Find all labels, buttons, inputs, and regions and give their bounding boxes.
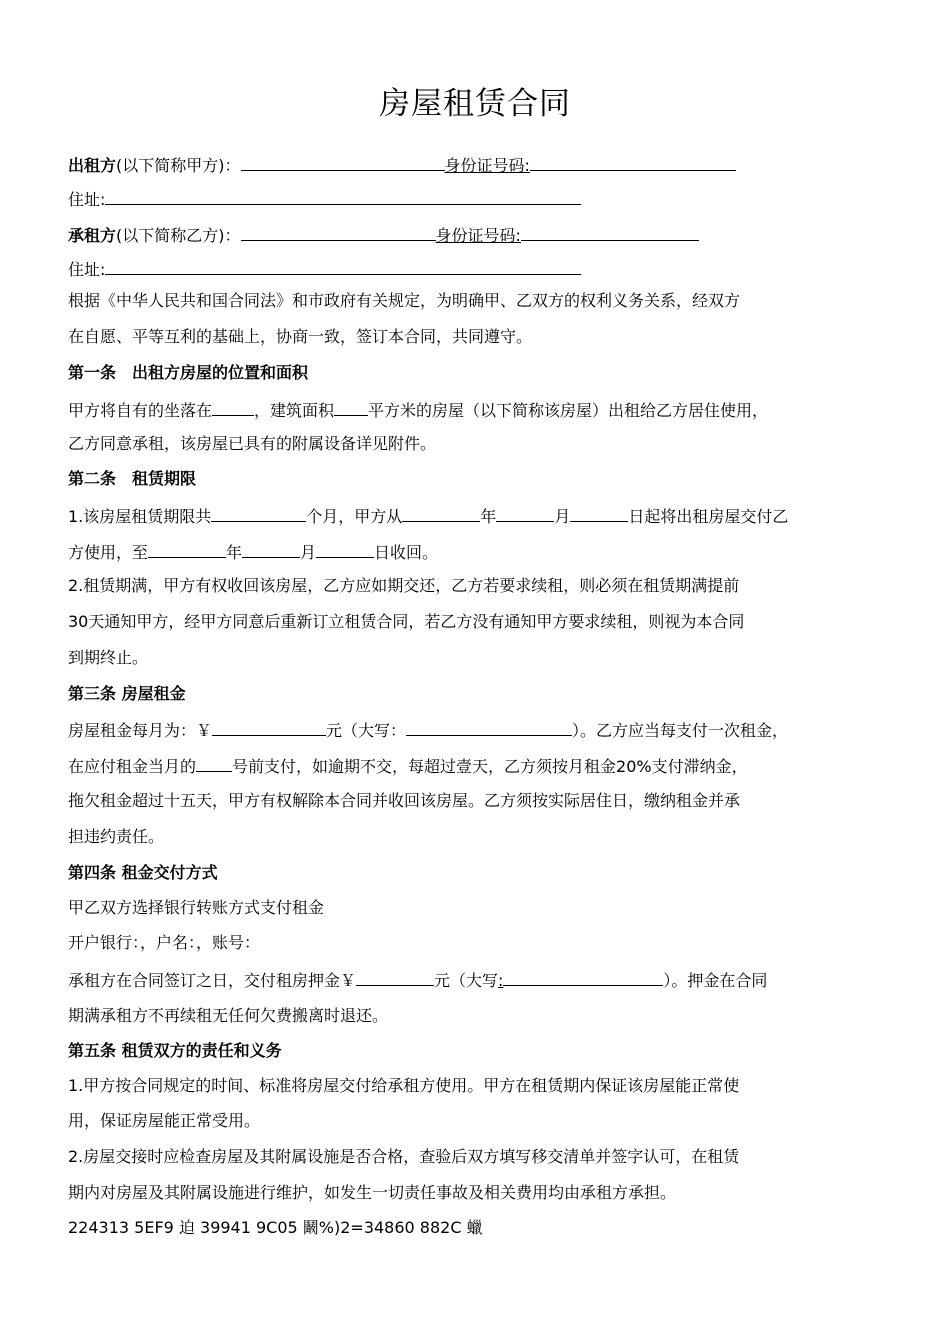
- lessee-line: [68, 222, 699, 247]
- payment-day-blank[interactable]: [196, 753, 232, 772]
- art2-text-a: 1.该房屋租赁期限共: [68, 507, 212, 526]
- footer-code: 224313 5EF9 迫 39941 9C05 鬫%)2=34860 882C 蠟: [68, 1218, 483, 1237]
- lessee-address-label: 住址:: [68, 260, 106, 279]
- lessor-name-blank[interactable]: [241, 152, 445, 171]
- article-2-para2-line-1: 2.租赁期满，甲方有权收回该房屋，乙方应如期交还，乙方若要求续租，则必须在租赁期满提前: [68, 576, 740, 595]
- art3-text-e: 号前支付，如逾期不交，每超过壹天，乙方须按月租金20%支付滞纳金，: [232, 757, 748, 776]
- lessee-label-rest: (以下简称乙方)：: [116, 226, 241, 245]
- art3-text-d: 在应付租金当月的: [68, 757, 197, 776]
- start-year-blank[interactable]: [402, 503, 480, 522]
- deposit-in-words-blank[interactable]: [503, 967, 663, 986]
- art3-text-b: 元（大写：: [326, 721, 407, 740]
- year-label-2: 年: [226, 543, 243, 562]
- art4-text-c: ）。押金在合同: [663, 971, 768, 990]
- lessee-address-line: [68, 256, 581, 281]
- lessor-address-label: 住址:: [68, 190, 106, 209]
- article-3-line-2: [68, 753, 748, 778]
- article-2-line-1: [68, 503, 788, 528]
- article-5-para2-line-2: 期内对房屋及其附属设施进行维护，如发生一切责任事故及相关费用均由承租方承担。: [68, 1183, 677, 1202]
- article-2-para2-line-2: 30天通知甲方，经甲方同意后重新订立租赁合同，若乙方没有通知甲方要求续租，则视为本合同: [68, 612, 745, 631]
- lessor-address-blank[interactable]: [105, 186, 581, 205]
- end-year-blank[interactable]: [148, 539, 226, 558]
- article-4-line-3: [68, 967, 767, 992]
- art2-text-d: 方使用，至: [68, 543, 149, 562]
- article-5-para2-line-1: 2.房屋交接时应检查房屋及其附属设施是否合格，查验后双方填写移交清单并签字认可，在租赁: [68, 1147, 740, 1166]
- article-5-heading: 第五条 租赁双方的责任和义务: [68, 1041, 282, 1060]
- art2-text-e: 日收回。: [374, 543, 439, 562]
- deposit-colon: :: [498, 971, 504, 990]
- lessee-address-blank[interactable]: [105, 256, 581, 275]
- art4-text-a: 承租方在合同签订之日，交付租房押金￥: [68, 971, 357, 990]
- lessee-name-blank[interactable]: [241, 222, 436, 241]
- intro-line-1: 根据《中华人民共和国合同法》和市政府有关规定，为明确甲、乙双方的权利义务关系，经双方: [68, 291, 741, 310]
- article-3-line-3: 拖欠租金超过十五天，甲方有权解除本合同并收回该房屋。乙方须按实际居住日，缴纳租金并承: [68, 791, 741, 810]
- lessor-line: [68, 152, 736, 177]
- month-label: 月: [554, 507, 571, 526]
- lessor-label-rest: (以下简称甲方)：: [116, 156, 241, 175]
- art2-text-c: 日起将出租房屋交付乙: [628, 507, 789, 526]
- intro-line-2: 在自愿、平等互利的基础上，协商一致，签订本合同，共同遵守。: [68, 327, 533, 346]
- article-4-line-1: 甲乙双方选择银行转账方式支付租金: [68, 898, 325, 917]
- article-1-line-2: 乙方同意承租，该房屋已具有的附属设备详见附件。: [68, 434, 437, 453]
- article-1-line-1: [68, 397, 768, 422]
- art4-text-b: 元（大写: [434, 971, 499, 990]
- article-5-para1-line-1: 1.甲方按合同规定的时间、标准将房屋交付给承租方使用。甲方在租赁期内保证该房屋能正常使: [68, 1076, 740, 1095]
- months-blank[interactable]: [211, 503, 306, 522]
- lessee-label: 承租方: [68, 226, 117, 245]
- deposit-blank[interactable]: [356, 967, 434, 986]
- monthly-rent-blank[interactable]: [212, 717, 326, 736]
- art1-text-c: 平方米的房屋（以下简称该房屋）出租给乙方居住使用，: [368, 401, 769, 420]
- lessee-id-blank[interactable]: [521, 222, 699, 241]
- article-2-para2-line-3: 到期终止。: [68, 648, 149, 667]
- article-3-line-1: [68, 717, 788, 742]
- art1-text-b: ，建筑面积: [254, 401, 335, 420]
- month-label-2: 月: [300, 543, 317, 562]
- article-3-line-4: 担违约责任。: [68, 827, 165, 846]
- article-4-heading: 第四条 租金交付方式: [68, 863, 218, 882]
- lessor-id-blank[interactable]: [530, 152, 736, 171]
- article-1-heading: 第一条 出租方房屋的位置和面积: [68, 363, 309, 382]
- article-2-heading: 第二条 租赁期限: [68, 469, 197, 488]
- lessor-id-label: 身份证号码: [444, 156, 525, 175]
- art1-text-a: 甲方将自有的坐落在: [68, 401, 213, 420]
- lessee-id-label: 身份证号码: [435, 226, 516, 245]
- start-day-blank[interactable]: [570, 503, 628, 522]
- article-2-line-2: [68, 539, 438, 564]
- end-month-blank[interactable]: [242, 539, 300, 558]
- art3-text-a: 房屋租金每月为：￥: [68, 721, 213, 740]
- article-4-line-2: 开户银行：，户名：，账号：: [68, 933, 261, 952]
- lessor-address-line: [68, 186, 581, 211]
- location-blank[interactable]: [212, 397, 254, 416]
- lessor-label: 出租方: [68, 156, 117, 175]
- article-3-heading: 第三条 房屋租金: [68, 684, 186, 703]
- year-label: 年: [480, 507, 497, 526]
- end-day-blank[interactable]: [316, 539, 374, 558]
- document-title: 房屋租赁合同: [379, 86, 571, 122]
- lessor-id-colon: :: [524, 156, 530, 175]
- art2-text-b: 个月，甲方从: [306, 507, 403, 526]
- article-5-para1-line-2: 用，保证房屋能正常受用。: [68, 1111, 261, 1130]
- art3-text-c: ）。乙方应当每支付一次租金，: [572, 721, 789, 740]
- start-month-blank[interactable]: [496, 503, 554, 522]
- lessee-id-colon: :: [515, 226, 521, 245]
- rent-in-words-blank[interactable]: [406, 717, 572, 736]
- area-blank[interactable]: [334, 397, 368, 416]
- article-4-line-4: 期满承租方不再续租无任何欠费搬离时退还。: [68, 1006, 389, 1025]
